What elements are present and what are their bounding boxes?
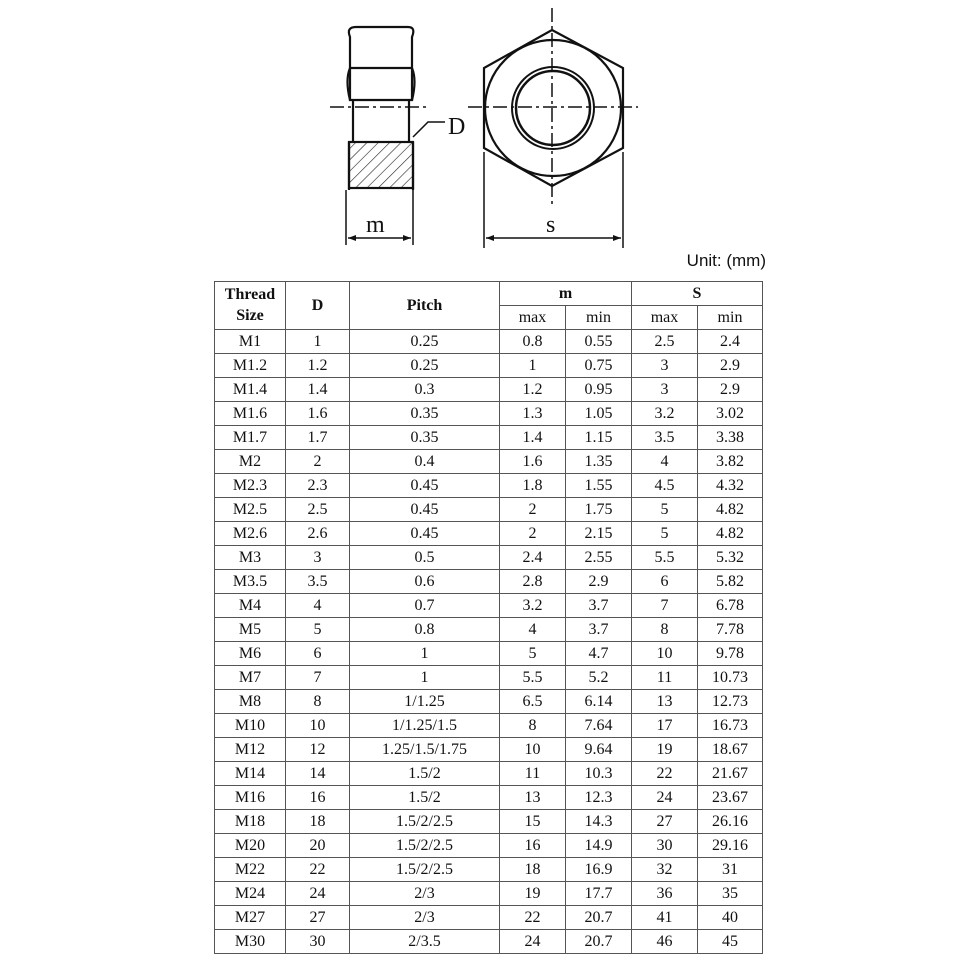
cell-s-max: 41 (632, 906, 698, 930)
cell-pitch: 0.35 (350, 426, 500, 450)
cell-pitch: 1 (350, 666, 500, 690)
cell-m-min: 17.7 (566, 882, 632, 906)
table-row (215, 522, 763, 546)
header-s-max: max (632, 306, 698, 330)
cell-size: M18 (215, 810, 286, 834)
cell-s-max: 17 (632, 714, 698, 738)
cell-s-min: 45 (698, 930, 763, 954)
cell-s-min: 26.16 (698, 810, 763, 834)
cell-m-max: 13 (500, 786, 566, 810)
table-row (215, 642, 763, 666)
cell-s-min: 2.9 (698, 354, 763, 378)
cell-D: 16 (286, 786, 350, 810)
cell-m-max: 2 (500, 522, 566, 546)
header-m: m (500, 282, 632, 306)
cell-m-min: 3.7 (566, 618, 632, 642)
cell-s-max: 19 (632, 738, 698, 762)
table-row (215, 354, 763, 378)
cell-m-min: 1.05 (566, 402, 632, 426)
table-row (215, 546, 763, 570)
table-row (215, 762, 763, 786)
cell-m-min: 6.14 (566, 690, 632, 714)
cell-size: M20 (215, 834, 286, 858)
cell-s-min: 40 (698, 906, 763, 930)
header-s: S (632, 282, 763, 306)
cell-pitch: 2/3 (350, 882, 500, 906)
cell-m-min: 9.64 (566, 738, 632, 762)
cell-D: 7 (286, 666, 350, 690)
cell-D: 1.4 (286, 378, 350, 402)
cell-pitch: 1.5/2/2.5 (350, 810, 500, 834)
cell-s-min: 16.73 (698, 714, 763, 738)
cell-size: M3 (215, 546, 286, 570)
cell-m-max: 8 (500, 714, 566, 738)
cell-m-max: 4 (500, 618, 566, 642)
hex-nut-spec-table (214, 281, 763, 954)
cell-pitch: 1.5/2 (350, 786, 500, 810)
cell-D: 8 (286, 690, 350, 714)
cell-m-min: 1.35 (566, 450, 632, 474)
table-row (215, 426, 763, 450)
svg-text:m: m (366, 212, 385, 238)
header-pitch: Pitch (350, 282, 500, 330)
header-d: D (286, 282, 350, 330)
cell-m-min: 7.64 (566, 714, 632, 738)
cell-size: M16 (215, 786, 286, 810)
cell-m-min: 2.55 (566, 546, 632, 570)
cell-D: 2 (286, 450, 350, 474)
cell-s-max: 5 (632, 522, 698, 546)
cell-s-min: 21.67 (698, 762, 763, 786)
cell-pitch: 0.45 (350, 474, 500, 498)
cell-size: M6 (215, 642, 286, 666)
cell-size: M1.7 (215, 426, 286, 450)
cell-m-min: 0.75 (566, 354, 632, 378)
cell-size: M27 (215, 906, 286, 930)
cell-size: M2.6 (215, 522, 286, 546)
cell-D: 12 (286, 738, 350, 762)
cell-s-max: 3.2 (632, 402, 698, 426)
cell-pitch: 0.6 (350, 570, 500, 594)
cell-m-max: 1.2 (500, 378, 566, 402)
cell-D: 1.7 (286, 426, 350, 450)
table-row (215, 594, 763, 618)
cell-m-min: 5.2 (566, 666, 632, 690)
cell-D: 3 (286, 546, 350, 570)
cell-m-min: 1.15 (566, 426, 632, 450)
table-row (215, 882, 763, 906)
cell-m-max: 1.3 (500, 402, 566, 426)
cell-s-max: 5 (632, 498, 698, 522)
cell-size: M7 (215, 666, 286, 690)
cell-D: 2.3 (286, 474, 350, 498)
cell-pitch: 0.7 (350, 594, 500, 618)
cell-size: M24 (215, 882, 286, 906)
cell-s-min: 4.32 (698, 474, 763, 498)
cell-pitch: 2/3.5 (350, 930, 500, 954)
svg-text:D: D (448, 114, 466, 140)
cell-pitch: 0.35 (350, 402, 500, 426)
cell-m-max: 0.8 (500, 330, 566, 354)
cell-s-max: 11 (632, 666, 698, 690)
cell-s-max: 10 (632, 642, 698, 666)
cell-s-max: 46 (632, 930, 698, 954)
cell-size: M10 (215, 714, 286, 738)
cell-m-max: 2.4 (500, 546, 566, 570)
cell-pitch: 0.8 (350, 618, 500, 642)
cell-s-max: 2.5 (632, 330, 698, 354)
cell-m-max: 16 (500, 834, 566, 858)
cell-s-min: 31 (698, 858, 763, 882)
cell-s-max: 7 (632, 594, 698, 618)
cell-D: 18 (286, 810, 350, 834)
cell-m-max: 19 (500, 882, 566, 906)
cell-s-min: 18.67 (698, 738, 763, 762)
cell-s-max: 4 (632, 450, 698, 474)
cell-pitch: 1.25/1.5/1.75 (350, 738, 500, 762)
cell-m-max: 15 (500, 810, 566, 834)
cell-s-min: 35 (698, 882, 763, 906)
cell-size: M4 (215, 594, 286, 618)
cell-m-min: 3.7 (566, 594, 632, 618)
cell-D: 10 (286, 714, 350, 738)
table-row (215, 666, 763, 690)
cell-pitch: 1.5/2/2.5 (350, 834, 500, 858)
cell-s-min: 10.73 (698, 666, 763, 690)
cell-size: M8 (215, 690, 286, 714)
cell-s-max: 27 (632, 810, 698, 834)
table-row (215, 810, 763, 834)
cell-pitch: 0.25 (350, 330, 500, 354)
cell-pitch: 1.5/2 (350, 762, 500, 786)
cell-m-min: 16.9 (566, 858, 632, 882)
table-row (215, 570, 763, 594)
cell-m-max: 3.2 (500, 594, 566, 618)
table-row (215, 906, 763, 930)
cell-m-min: 1.55 (566, 474, 632, 498)
cell-s-max: 6 (632, 570, 698, 594)
cell-D: 27 (286, 906, 350, 930)
cell-s-max: 24 (632, 786, 698, 810)
cell-size: M30 (215, 930, 286, 954)
header-s-min: min (698, 306, 763, 330)
cell-D: 2.6 (286, 522, 350, 546)
cell-size: M5 (215, 618, 286, 642)
cell-m-max: 11 (500, 762, 566, 786)
cell-pitch: 0.45 (350, 498, 500, 522)
side-view (348, 27, 415, 190)
cell-pitch: 0.25 (350, 354, 500, 378)
table-row (215, 474, 763, 498)
cell-m-max: 22 (500, 906, 566, 930)
cell-m-max: 18 (500, 858, 566, 882)
cell-m-max: 5.5 (500, 666, 566, 690)
cell-m-min: 2.9 (566, 570, 632, 594)
table-row (215, 690, 763, 714)
cell-s-min: 2.4 (698, 330, 763, 354)
header-m-max: max (500, 306, 566, 330)
table-row (215, 498, 763, 522)
table-row (215, 858, 763, 882)
table-row (215, 786, 763, 810)
cell-m-max: 5 (500, 642, 566, 666)
cell-D: 30 (286, 930, 350, 954)
header-m-min: min (566, 306, 632, 330)
cell-pitch: 1 (350, 642, 500, 666)
table-row (215, 378, 763, 402)
cell-m-min: 1.75 (566, 498, 632, 522)
cell-m-max: 10 (500, 738, 566, 762)
cell-m-min: 20.7 (566, 906, 632, 930)
table-row (215, 402, 763, 426)
cell-s-max: 13 (632, 690, 698, 714)
cell-m-max: 2 (500, 498, 566, 522)
cell-size: M14 (215, 762, 286, 786)
header-thread-size: Thread Size (215, 282, 286, 330)
cell-m-max: 2.8 (500, 570, 566, 594)
table-row (215, 330, 763, 354)
cell-s-min: 5.82 (698, 570, 763, 594)
cell-m-max: 24 (500, 930, 566, 954)
cell-m-min: 12.3 (566, 786, 632, 810)
cell-size: M1.2 (215, 354, 286, 378)
cell-D: 2.5 (286, 498, 350, 522)
cell-m-max: 6.5 (500, 690, 566, 714)
cell-s-min: 4.82 (698, 498, 763, 522)
table-row (215, 714, 763, 738)
cell-m-min: 4.7 (566, 642, 632, 666)
cell-s-max: 36 (632, 882, 698, 906)
cell-m-min: 2.15 (566, 522, 632, 546)
cell-s-min: 9.78 (698, 642, 763, 666)
cell-pitch: 1/1.25 (350, 690, 500, 714)
top-view (484, 30, 623, 186)
cell-size: M2.3 (215, 474, 286, 498)
cell-m-min: 0.55 (566, 330, 632, 354)
cell-s-min: 2.9 (698, 378, 763, 402)
cell-s-max: 3 (632, 378, 698, 402)
cell-size: M22 (215, 858, 286, 882)
cell-m-min: 0.95 (566, 378, 632, 402)
cell-D: 5 (286, 618, 350, 642)
cell-s-min: 3.38 (698, 426, 763, 450)
cell-size: M12 (215, 738, 286, 762)
cell-s-min: 7.78 (698, 618, 763, 642)
cell-D: 4 (286, 594, 350, 618)
cell-size: M3.5 (215, 570, 286, 594)
cell-s-max: 8 (632, 618, 698, 642)
hex-nut-diagram (0, 0, 960, 260)
cell-s-max: 3.5 (632, 426, 698, 450)
cell-s-min: 12.73 (698, 690, 763, 714)
cell-pitch: 2/3 (350, 906, 500, 930)
cell-s-max: 32 (632, 858, 698, 882)
cell-pitch: 1/1.25/1.5 (350, 714, 500, 738)
cell-m-min: 14.9 (566, 834, 632, 858)
table-row (215, 930, 763, 954)
cell-m-max: 1.8 (500, 474, 566, 498)
cell-D: 24 (286, 882, 350, 906)
cell-pitch: 0.3 (350, 378, 500, 402)
table-row (215, 450, 763, 474)
cell-m-max: 1.4 (500, 426, 566, 450)
cell-D: 14 (286, 762, 350, 786)
cell-pitch: 0.4 (350, 450, 500, 474)
cell-s-min: 3.02 (698, 402, 763, 426)
cell-D: 20 (286, 834, 350, 858)
cell-m-min: 10.3 (566, 762, 632, 786)
cell-s-min: 5.32 (698, 546, 763, 570)
cell-size: M1.4 (215, 378, 286, 402)
cell-s-max: 5.5 (632, 546, 698, 570)
unit-label: Unit: (mm) (686, 251, 766, 270)
cell-D: 1.2 (286, 354, 350, 378)
cell-m-min: 20.7 (566, 930, 632, 954)
cell-pitch: 1.5/2/2.5 (350, 858, 500, 882)
cell-pitch: 0.45 (350, 522, 500, 546)
cell-D: 22 (286, 858, 350, 882)
cell-size: M1 (215, 330, 286, 354)
table-row (215, 618, 763, 642)
cell-D: 1.6 (286, 402, 350, 426)
cell-s-min: 3.82 (698, 450, 763, 474)
cell-D: 1 (286, 330, 350, 354)
svg-text:s: s (546, 212, 556, 238)
cell-s-min: 6.78 (698, 594, 763, 618)
cell-size: M1.6 (215, 402, 286, 426)
cell-size: M2 (215, 450, 286, 474)
cell-D: 6 (286, 642, 350, 666)
cell-s-max: 3 (632, 354, 698, 378)
cell-s-max: 4.5 (632, 474, 698, 498)
cell-s-min: 4.82 (698, 522, 763, 546)
cell-s-max: 30 (632, 834, 698, 858)
cell-s-max: 22 (632, 762, 698, 786)
cell-m-max: 1.6 (500, 450, 566, 474)
table-row (215, 738, 763, 762)
cell-m-min: 14.3 (566, 810, 632, 834)
table-row (215, 834, 763, 858)
cell-pitch: 0.5 (350, 546, 500, 570)
cell-s-min: 29.16 (698, 834, 763, 858)
cell-m-max: 1 (500, 354, 566, 378)
cell-size: M2.5 (215, 498, 286, 522)
cell-s-min: 23.67 (698, 786, 763, 810)
cell-D: 3.5 (286, 570, 350, 594)
